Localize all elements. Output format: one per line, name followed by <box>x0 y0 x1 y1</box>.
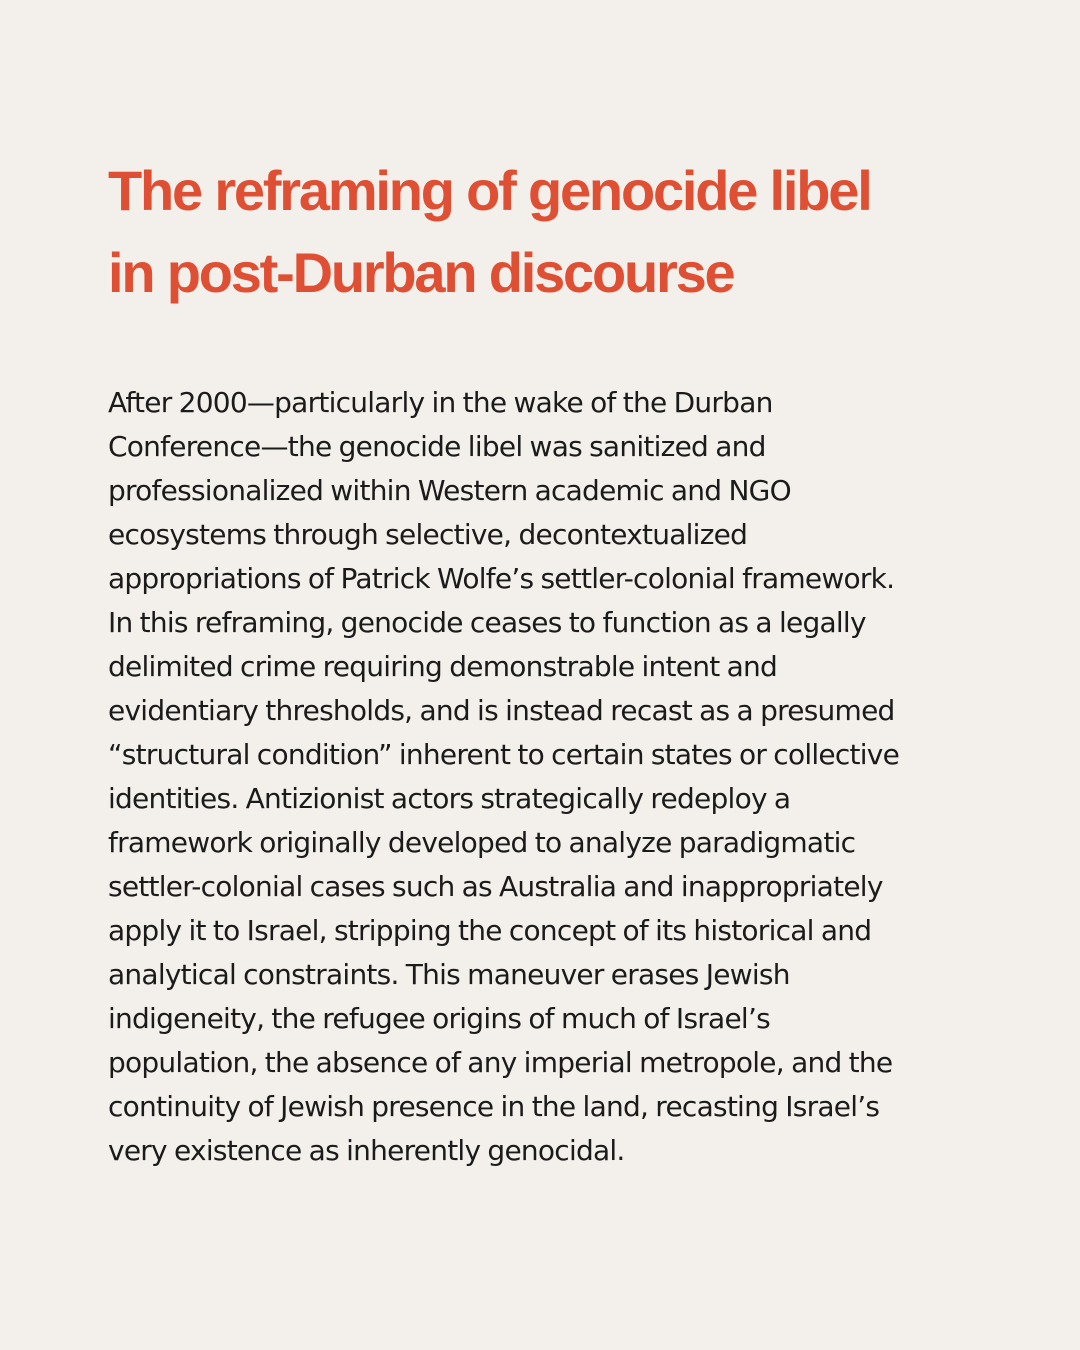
title-line: in post-Durban discourse <box>108 241 734 304</box>
body-line: In this reframing, genocide ceases to function as a legally <box>108 606 866 639</box>
body-line: “structural condition” inherent to certain states or collective <box>108 738 900 771</box>
body-line: settler-colonial cases such as Australia and inappropriately <box>108 870 883 903</box>
body-line: delimited crime requiring demonstrable intent and <box>108 650 778 683</box>
body-line: appropriations of Patrick Wolfe’s settler-colonial framework. <box>108 562 895 595</box>
body-line: apply it to Israel, stripping the concept of its historical and <box>108 914 872 947</box>
body-line: population, the absence of any imperial metropole, and the <box>108 1046 893 1079</box>
body-line: identities. Antizionist actors strategically redeploy a <box>108 782 791 815</box>
body-line: continuity of Jewish presence in the land, recasting Israel’s <box>108 1090 880 1123</box>
body-line: ecosystems through selective, decontextualized <box>108 518 748 551</box>
body-line: Conference—the genocide libel was sanitized and <box>108 430 766 463</box>
page-title <box>108 150 988 314</box>
body-line: After 2000—particularly in the wake of the Durban <box>108 386 773 419</box>
body-line: indigeneity, the refugee origins of much of Israel’s <box>108 1002 770 1035</box>
title-line: The reframing of genocide libel <box>108 159 871 222</box>
body-line: professionalized within Western academic and NGO <box>108 474 791 507</box>
body-line: evidentiary thresholds, and is instead recast as a presumed <box>108 694 895 727</box>
body-paragraph <box>108 381 968 1173</box>
body-line: very existence as inherently genocidal. <box>108 1134 625 1167</box>
body-line: framework originally developed to analyze paradigmatic <box>108 826 856 859</box>
body-line: analytical constraints. This maneuver erases Jewish <box>108 958 790 991</box>
